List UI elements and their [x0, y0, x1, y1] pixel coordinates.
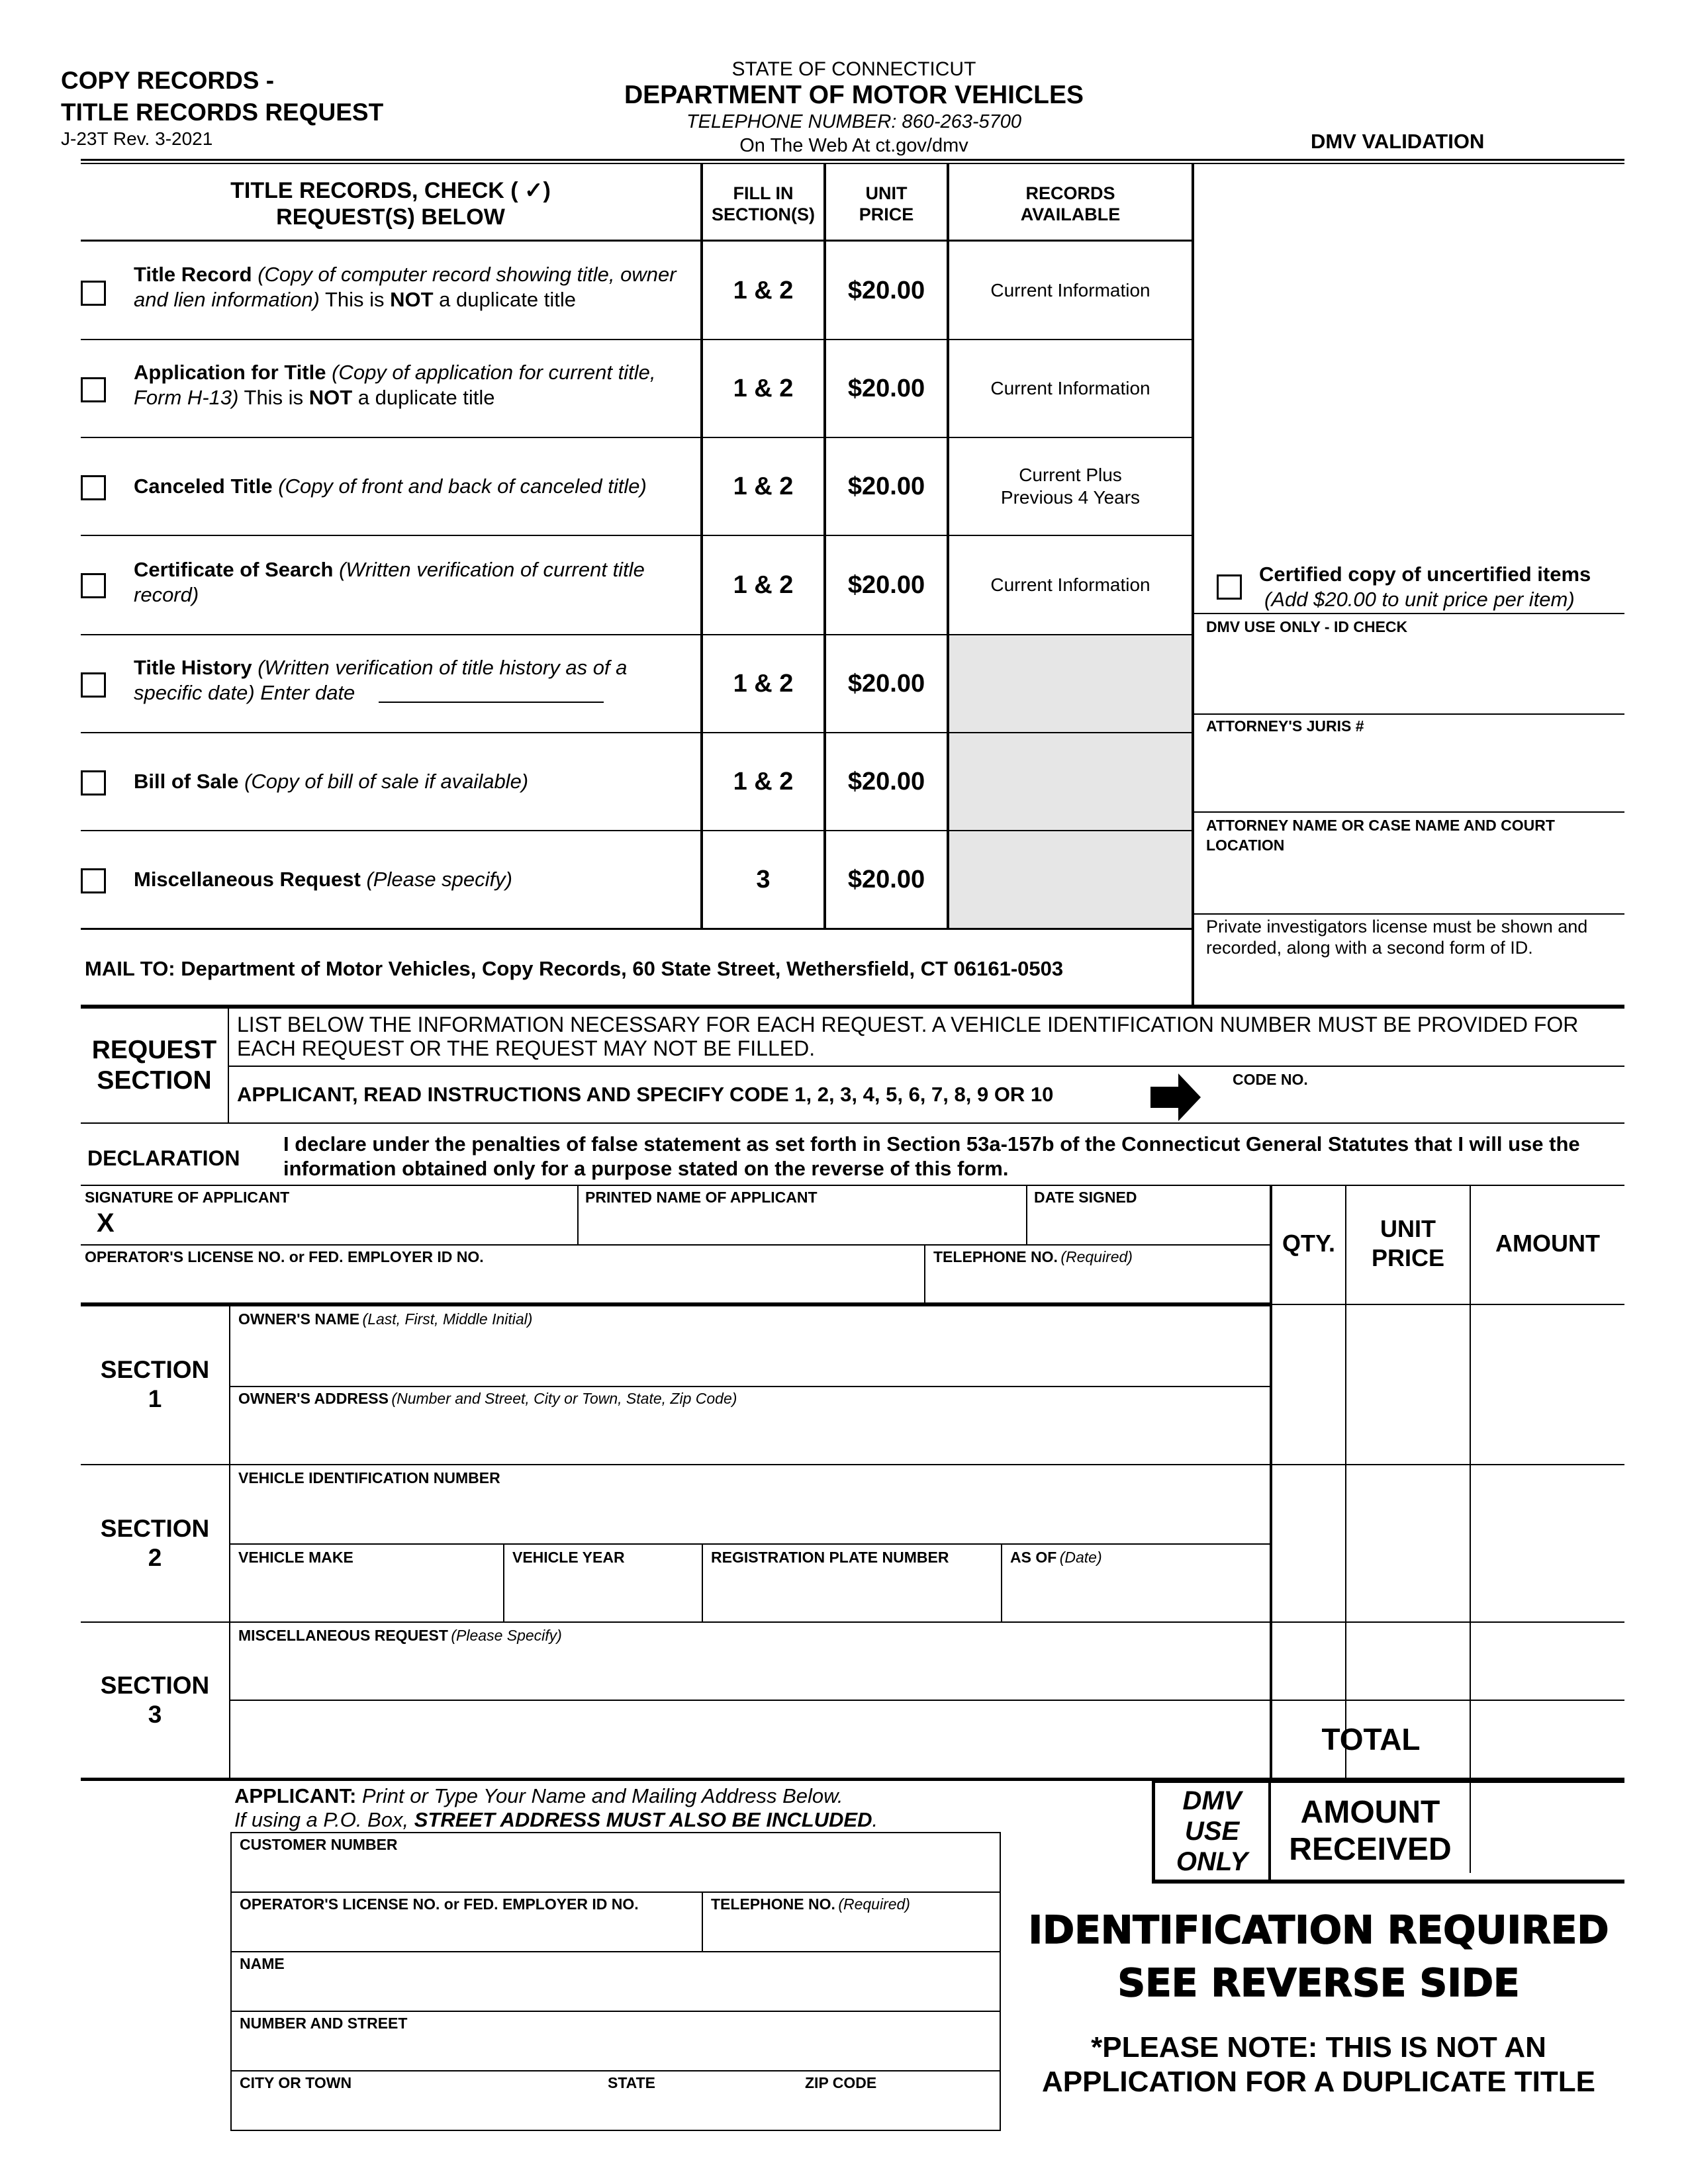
- request-sections: 1 & 2: [733, 276, 794, 304]
- request-row: [0, 438, 1192, 535]
- applicant-state-label: STATE: [608, 2074, 655, 2091]
- bill-of-sale-checkbox[interactable]: [81, 770, 106, 796]
- owner-address-label: OWNER'S ADDRESS (Number and Street, City or Town, State, Zip Code): [238, 1390, 737, 1407]
- section-3-qty-field[interactable]: [1274, 1624, 1344, 1698]
- plate-number-label: REGISTRATION PLATE NUMBER: [711, 1549, 949, 1566]
- signature-mid-rule: [81, 1244, 1271, 1246]
- plate-number-divider: [1001, 1543, 1002, 1623]
- request-price: $20.00: [847, 767, 925, 796]
- operator-license-label: OPERATOR'S LICENSE NO. or FED. EMPLOYER ID NO.: [85, 1248, 484, 1265]
- attorney-name-field[interactable]: [1196, 858, 1622, 912]
- form-number: J-23T Rev. 3-2021: [61, 128, 213, 149]
- declaration-text: I declare under the penalties of false statement as set forth in Section 53a-157b of the Connecticut General Statutes that I will use the information obtained only for a purpose stated on the reverse of this form.: [283, 1132, 1580, 1180]
- request-section-bottom-rule: [81, 1122, 1624, 1124]
- vehicle-year-field[interactable]: [507, 1569, 699, 1621]
- section-1-amount-field[interactable]: [1472, 1308, 1623, 1463]
- printed-name-field[interactable]: [583, 1208, 1023, 1243]
- section-1-unit-price-field[interactable]: [1348, 1308, 1468, 1463]
- request-row: [0, 340, 1192, 437]
- applicant-heading: APPLICANT: Print or Type Your Name and Mailing Address Below.: [234, 1784, 843, 1807]
- request-description: Miscellaneous Request (Please specify): [134, 868, 512, 891]
- section-3-unit-price-field[interactable]: [1348, 1624, 1468, 1698]
- amount-header-bottom-rule: [1270, 1304, 1624, 1305]
- request-section-top-rule: [81, 1005, 1624, 1009]
- request-price: $20.00: [847, 472, 925, 500]
- owner-address-field[interactable]: [233, 1410, 1266, 1463]
- as-of-date-field[interactable]: [1005, 1569, 1266, 1621]
- certified-copy-note: (Add $20.00 to unit price per item): [1264, 588, 1575, 611]
- applicant-license-divider: [702, 1891, 703, 1951]
- mail-to-address: MAIL TO: Department of Motor Vehicles, Copy Records, 60 State Street, Wethersfield, CT 06161-0503: [85, 957, 1064, 980]
- applicant-name-field[interactable]: [233, 1974, 998, 2009]
- amount-received-label: AMOUNT RECEIVED: [1289, 1795, 1452, 1867]
- signature-label: SIGNATURE OF APPLICANT: [85, 1189, 290, 1206]
- applicant-state-field[interactable]: [602, 2093, 794, 2128]
- id-check-label: DMV USE ONLY - ID CHECK: [1206, 618, 1408, 635]
- request-description: Canceled Title (Copy of front and back of canceled title): [134, 475, 647, 498]
- attorney-juris-label: ATTORNEY'S JURIS #: [1206, 717, 1364, 735]
- section-3-mid-rule-overlay: [1270, 1700, 1624, 1701]
- request-price: $20.00: [847, 865, 925, 893]
- request-sections: 1 & 2: [733, 570, 794, 599]
- applicant-rule-4: [230, 2070, 1001, 2071]
- owner-name-field[interactable]: [233, 1330, 1266, 1385]
- vin-label: VEHICLE IDENTIFICATION NUMBER: [238, 1469, 500, 1486]
- applicant-street-field[interactable]: [233, 2033, 998, 2069]
- as-of-label: AS OF (Date): [1010, 1549, 1102, 1566]
- customer-number-label: CUSTOMER NUMBER: [240, 1836, 398, 1853]
- misc-request-field[interactable]: [233, 1647, 1266, 1700]
- declaration-label: DECLARATION: [87, 1146, 240, 1170]
- section-2-bottom-rule: [81, 1621, 1624, 1623]
- unit-price-header: UNIT PRICE: [1371, 1215, 1445, 1271]
- qty-column-divider-overlay: [1345, 1305, 1346, 1702]
- title-record-checkbox[interactable]: [81, 281, 106, 306]
- section-2-mid-rule: [229, 1543, 1271, 1545]
- agency-header: [583, 58, 1125, 158]
- vehicle-make-divider: [503, 1543, 504, 1623]
- applicant-license-label: OPERATOR'S LICENSE NO. or FED. EMPLOYER ID NO.: [240, 1895, 639, 1913]
- applicant-rule-2: [230, 1951, 1001, 1952]
- request-price: $20.00: [847, 570, 925, 599]
- section-3-amount-field[interactable]: [1472, 1624, 1623, 1698]
- request-row: [0, 831, 1192, 928]
- canceled-title-checkbox[interactable]: [81, 475, 106, 500]
- signature-field[interactable]: [130, 1208, 573, 1243]
- request-available: Current Information: [990, 378, 1150, 398]
- request-description: Certificate of Search (Written verification of current title record): [134, 558, 645, 606]
- form-title: [61, 65, 383, 128]
- table-divider-4: [1192, 163, 1194, 1005]
- certified-copy-label: Certified copy of uncertified items: [1259, 563, 1591, 586]
- telephone-label: TELEPHONE NO. (Required): [933, 1248, 1133, 1265]
- identification-required-notice: IDENTIFICATION REQUIRED SEE REVERSE SIDE: [1028, 1907, 1609, 2005]
- not-duplicate-title-notice: *PLEASE NOTE: THIS IS NOT AN APPLICATION FOR A DUPLICATE TITLE: [1042, 2031, 1595, 2098]
- section-label-divider: [229, 1305, 230, 1778]
- request-sections: 1 & 2: [733, 472, 794, 500]
- misc-request-field-2[interactable]: [233, 1702, 1266, 1775]
- amount-received-field[interactable]: [1472, 1784, 1623, 1877]
- col-header-available: RECORDS AVAILABLE: [1020, 183, 1121, 224]
- telephone-number: TELEPHONE NUMBER: 860-263-5700: [686, 111, 1022, 132]
- request-price: $20.00: [847, 669, 925, 698]
- id-check-field[interactable]: [1196, 638, 1622, 712]
- section-1-bottom-rule: [81, 1464, 1624, 1465]
- attorney-name-label: ATTORNEY NAME OR CASE NAME AND COURT LOCATION: [1206, 817, 1555, 854]
- request-available: Current Information: [990, 574, 1150, 595]
- right-panel-rule-2: [1193, 713, 1624, 715]
- request-row: [0, 242, 1192, 339]
- applicant-telephone-field[interactable]: [706, 1914, 998, 1950]
- request-available: Current Plus Previous 4 Years: [1000, 465, 1141, 508]
- sections-top-rule: [81, 1302, 1272, 1306]
- vehicle-make-field[interactable]: [233, 1569, 500, 1621]
- printed-name-label: PRINTED NAME OF APPLICANT: [585, 1189, 818, 1206]
- right-panel-rule-4: [1193, 913, 1624, 915]
- code-instruction: APPLICANT, READ INSTRUCTIONS AND SPECIFY CODE 1, 2, 3, 4, 5, 6, 7, 8, 9 OR 10: [237, 1083, 1054, 1106]
- attorney-juris-field[interactable]: [1196, 737, 1622, 810]
- total-amount-field[interactable]: [1472, 1702, 1623, 1776]
- investigators-note: Private investigators license must be shown and recorded, along with a second form of ID.: [1206, 917, 1588, 958]
- request-section-label: REQUEST SECTION: [91, 1036, 217, 1095]
- state-name: STATE OF CONNECTICUT: [731, 58, 976, 80]
- customer-number-field[interactable]: [233, 1854, 998, 1890]
- date-signed-field[interactable]: [1031, 1208, 1267, 1243]
- col-header-request: TITLE RECORDS, CHECK ( ✓) REQUEST(S) BELOW: [230, 178, 551, 230]
- request-description: Title History (Written verification of title history as of a specific date) Enter date: [134, 656, 628, 704]
- section-1-qty-field[interactable]: [1274, 1308, 1344, 1463]
- applicant-name-label: NAME: [240, 1955, 285, 1972]
- date-signed-label: DATE SIGNED: [1034, 1189, 1137, 1206]
- request-sections: 1 & 2: [733, 374, 794, 402]
- applicant-rule-3: [230, 2011, 1001, 2012]
- section-2-label: SECTION 2: [100, 1515, 210, 1571]
- vin-field[interactable]: [233, 1489, 1266, 1542]
- title-history-date-field[interactable]: [379, 700, 604, 703]
- right-panel-rule-1: [1193, 613, 1624, 614]
- dmv-validation-label: DMV VALIDATION: [1311, 130, 1485, 153]
- request-sections: 1 & 2: [733, 767, 794, 796]
- signature-divider-2: [1026, 1185, 1027, 1244]
- department-name: DEPARTMENT OF MOTOR VEHICLES: [624, 81, 1084, 109]
- applicant-street-label: NUMBER AND STREET: [240, 2015, 408, 2032]
- qty-header: QTY.: [1282, 1230, 1335, 1257]
- code-no-field[interactable]: [1317, 1068, 1622, 1121]
- amount-header: AMOUNT: [1495, 1230, 1600, 1257]
- total-label: TOTAL: [1321, 1722, 1421, 1756]
- right-panel-rule-3: [1193, 811, 1624, 813]
- header-rule: [81, 159, 1624, 161]
- applicant-city-label: CITY OR TOWN: [240, 2074, 352, 2091]
- vehicle-year-label: VEHICLE YEAR: [512, 1549, 625, 1566]
- amount-received-bottom-rule: [1152, 1880, 1624, 1884]
- request-section-info: LIST BELOW THE INFORMATION NECESSARY FOR EACH REQUEST. A VEHICLE IDENTIFICATION NUMBER MUST BE PROVIDED FOR EACH REQUEST OR THE REQUEST MAY NOT BE FILLED.: [237, 1013, 1579, 1060]
- header-rule-2: [81, 163, 1624, 164]
- signature-x-mark: X: [97, 1208, 115, 1238]
- form-title-line2: TITLE RECORDS REQUEST: [61, 99, 384, 126]
- applicant-rule-1: [230, 1891, 1001, 1893]
- table-bottom-rule: [81, 928, 1193, 930]
- signature-divider-3: [924, 1244, 925, 1304]
- form-title-line1: COPY RECORDS -: [61, 67, 275, 94]
- applicant-zip-label: ZIP CODE: [805, 2074, 877, 2091]
- application-for-title-checkbox[interactable]: [81, 377, 106, 402]
- col-header-sections: FILL IN SECTION(S): [711, 183, 815, 224]
- request-price: $20.00: [847, 374, 925, 402]
- applicant-zip-field[interactable]: [802, 2093, 998, 2128]
- certificate-of-search-checkbox[interactable]: [81, 573, 106, 598]
- request-row: [0, 733, 1192, 830]
- section-1-label: SECTION 1: [100, 1356, 210, 1412]
- section-3-label: SECTION 3: [100, 1672, 210, 1728]
- request-available: Current Information: [990, 280, 1150, 300]
- miscellaneous-request-checkbox[interactable]: [81, 868, 106, 893]
- vehicle-make-label: VEHICLE MAKE: [238, 1549, 353, 1566]
- po-box-note: If using a P.O. Box, STREET ADDRESS MUST ALSO BE INCLUDED.: [234, 1808, 878, 1831]
- request-description: Bill of Sale (Copy of bill of sale if available): [134, 770, 529, 793]
- owner-name-label: OWNER'S NAME (Last, First, Middle Initial): [238, 1310, 533, 1328]
- title-history-checkbox[interactable]: [81, 672, 106, 698]
- request-row: [0, 536, 1192, 634]
- applicant-city-field[interactable]: [233, 2093, 590, 2128]
- code-no-label: CODE NO.: [1233, 1071, 1308, 1088]
- misc-request-label: MISCELLANEOUS REQUEST (Please Specify): [238, 1627, 562, 1644]
- certified-copy-checkbox[interactable]: [1217, 574, 1242, 600]
- applicant-telephone-label: TELEPHONE NO. (Required): [711, 1895, 910, 1913]
- table-header-rule: [81, 240, 1193, 242]
- vehicle-year-divider: [702, 1543, 703, 1623]
- col-header-price: UNIT PRICE: [859, 183, 914, 224]
- request-row: [0, 635, 1192, 732]
- telephone-field[interactable]: [928, 1267, 1267, 1301]
- section-2-unit-price-field[interactable]: [1348, 1467, 1468, 1620]
- request-sections: 3: [756, 865, 771, 893]
- section-2-qty-field[interactable]: [1274, 1467, 1344, 1620]
- request-price: $20.00: [847, 276, 925, 304]
- plate-number-field[interactable]: [706, 1569, 998, 1621]
- operator-license-field[interactable]: [83, 1267, 921, 1301]
- request-section-mid-rule: [228, 1066, 1624, 1067]
- dmv-use-only-label: DMV USE ONLY: [1176, 1786, 1248, 1876]
- signature-divider-1: [577, 1185, 579, 1244]
- request-description: Title Record (Copy of computer record showing title, owner and lien information) This is NOT a duplicate title: [134, 263, 677, 311]
- section-1-mid-rule: [229, 1386, 1271, 1387]
- website: On The Web At ct.gov/dmv: [739, 135, 968, 156]
- applicant-license-field[interactable]: [233, 1914, 699, 1950]
- request-description: Application for Title (Copy of application for current title, Form H-13) This is NOT a duplicate title: [134, 361, 656, 409]
- section-2-amount-field[interactable]: [1472, 1467, 1623, 1620]
- request-sections: 1 & 2: [733, 669, 794, 698]
- arrow-right-icon: [1150, 1073, 1201, 1121]
